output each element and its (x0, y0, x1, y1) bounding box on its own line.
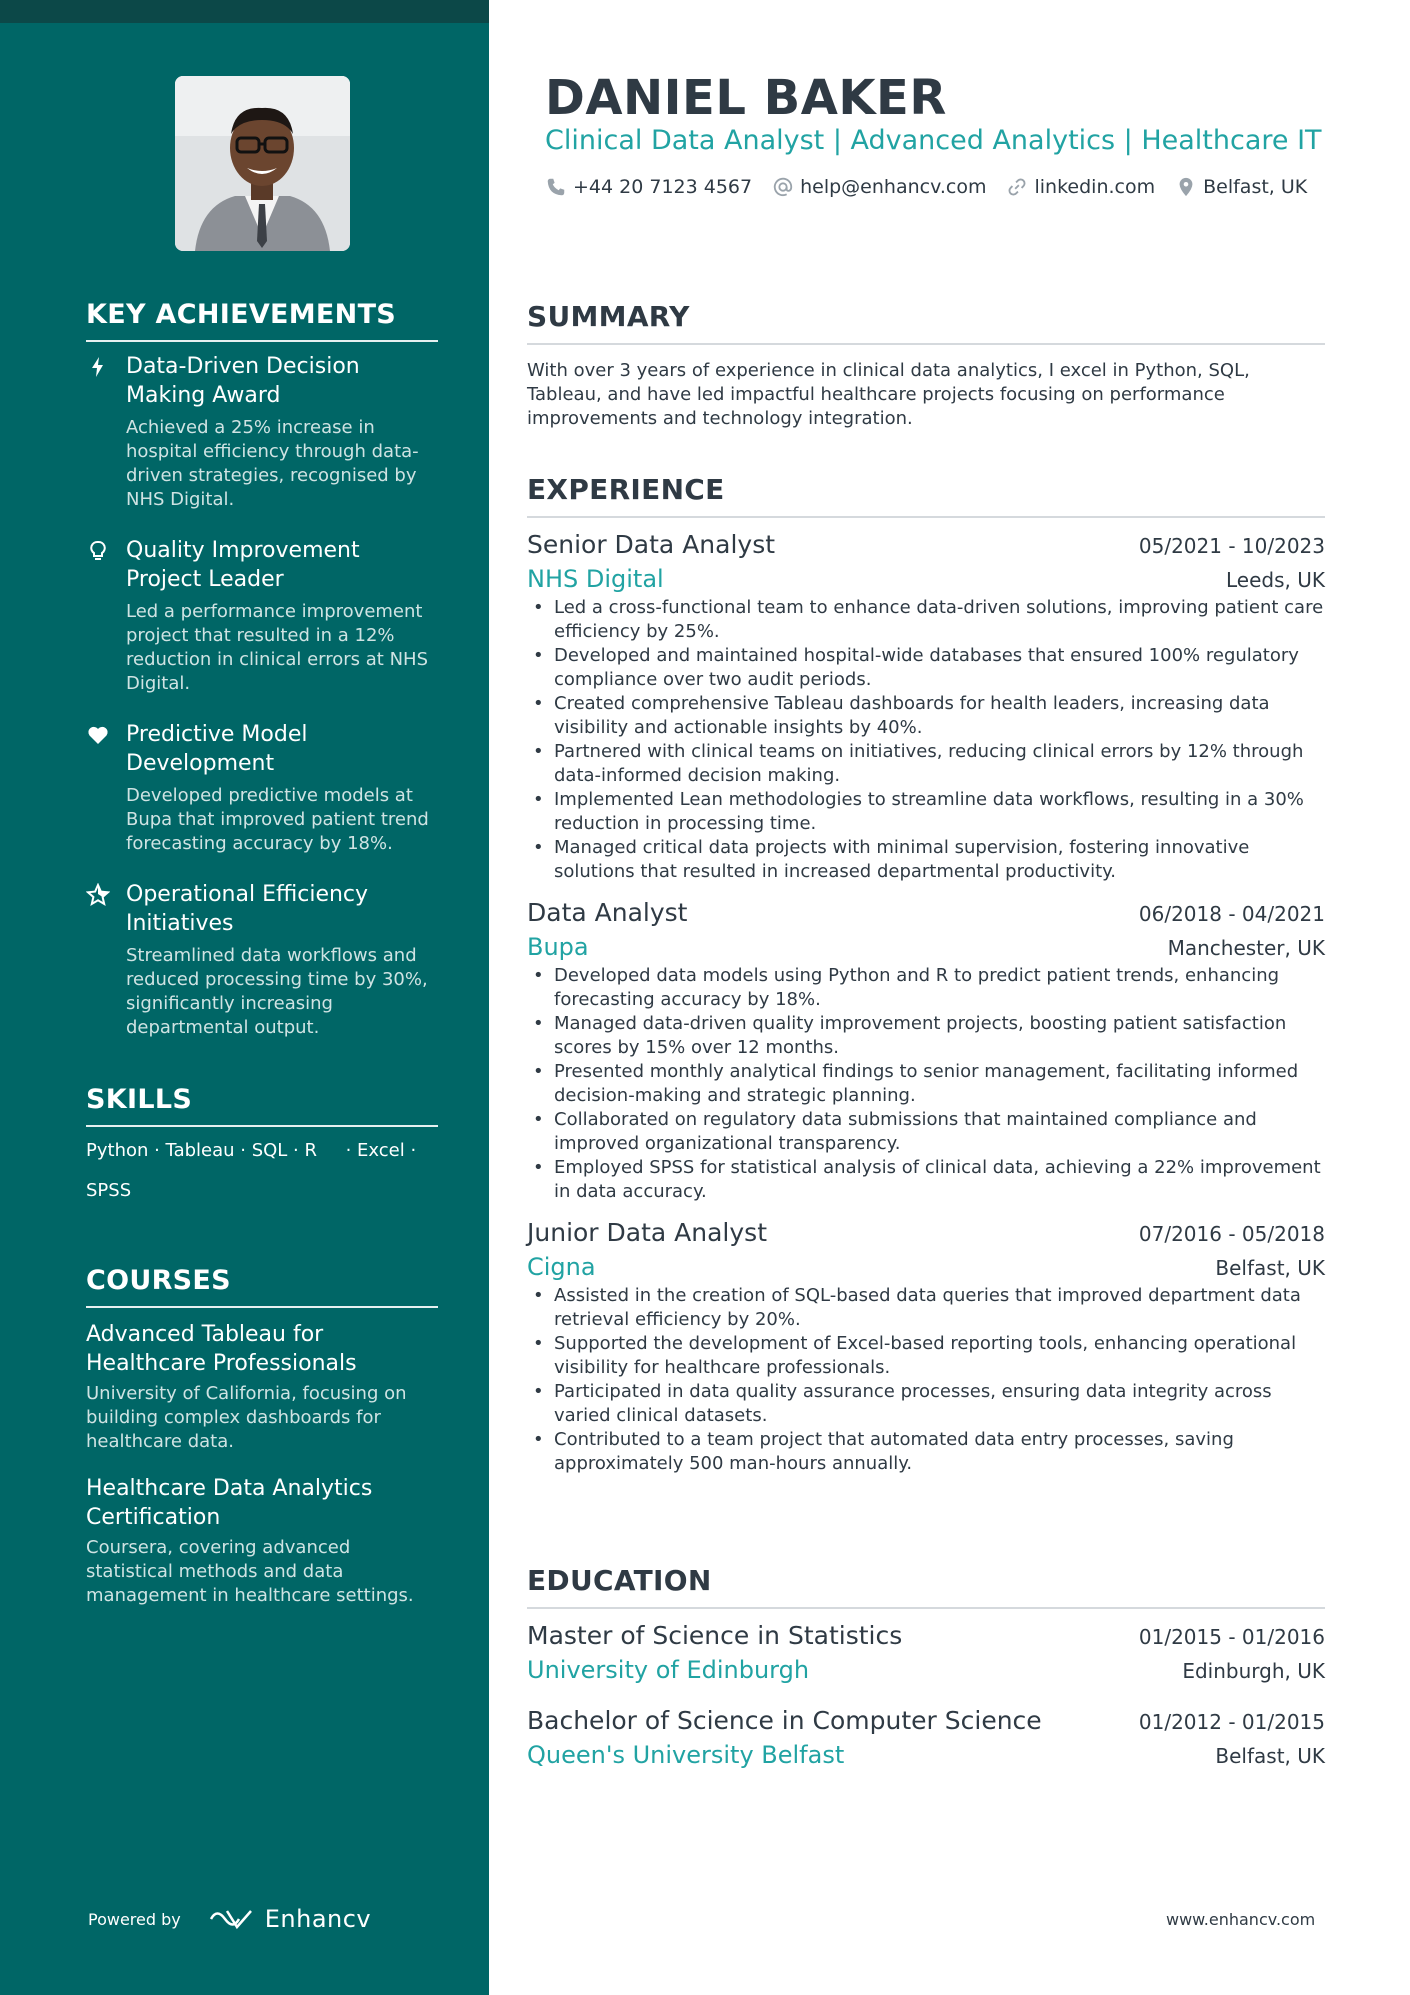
achievements-heading: KEY ACHIEVEMENTS (86, 299, 438, 342)
job-bullet: • Presented monthly analytical findings to senior management, facilitating informed decision-making and strategic planning. (527, 1060, 1325, 1108)
sidebar (0, 0, 489, 1995)
achievement-title: Predictive Model Development (126, 722, 308, 776)
education-dates: 01/2015 - 01/2016 (1138, 1625, 1325, 1649)
skills-heading: SKILLS (86, 1084, 438, 1127)
job-company: Cigna (527, 1253, 596, 1281)
contact-bar (545, 176, 1307, 198)
summary-section (527, 300, 1325, 431)
email-address: help@enhancv.com (800, 176, 987, 198)
skills-list: Python · Tableau · SQL · R · Excel · (86, 1140, 417, 1161)
achievement-desc: Achieved a 25% increase in hospital efficiency through data-driven strategies, recognised by NHS Digital. (126, 417, 419, 510)
job-company: Bupa (527, 933, 589, 961)
school-name: Queen's University Belfast (527, 1741, 845, 1769)
job-bullet: • Developed and maintained hospital-wide databases that ensured 100% regulatory compliance over two audit periods. (527, 644, 1325, 692)
job-bullet: • Led a cross-functional team to enhance data-driven solutions, improving patient care efficiency by 25%. (527, 596, 1325, 644)
course-desc: University of California, focusing on building complex dashboards for healthcare data. (86, 1383, 407, 1452)
job-title: Junior Data Analyst (527, 1218, 768, 1247)
job-location: Belfast, UK (1215, 1256, 1325, 1280)
job-company: NHS Digital (527, 565, 664, 593)
phone-icon (545, 176, 567, 198)
experience-heading: EXPERIENCE (527, 473, 1325, 518)
candidate-name: DANIEL BAKER (545, 70, 947, 126)
school-name: University of Edinburgh (527, 1656, 810, 1684)
education-section (527, 1564, 1325, 1769)
education-entry (527, 1706, 1325, 1769)
achievement-item (86, 352, 438, 512)
education-dates: 01/2012 - 01/2015 (1138, 1710, 1325, 1734)
job-dates: 06/2018 - 04/2021 (1138, 902, 1325, 926)
star-icon (86, 883, 110, 907)
achievement-desc: Developed predictive models at Bupa that improved patient trend forecasting accuracy by 18%. (126, 785, 429, 854)
job-entry (527, 530, 1325, 884)
sidebar-top-band (0, 0, 489, 23)
achievement-title: Data-Driven Decision Making Award (126, 354, 360, 408)
contact-location (1175, 176, 1307, 198)
education-heading: EDUCATION (527, 1564, 1325, 1609)
school-location: Belfast, UK (1215, 1744, 1325, 1768)
achievements-section (86, 299, 438, 1040)
job-bullet: • Partnered with clinical teams on initiatives, reducing clinical errors by 12% through data-informed decision making. (527, 740, 1325, 788)
powered-by-label: Powered by (88, 1909, 181, 1929)
lightning-icon (86, 355, 110, 379)
job-bullets (527, 1284, 1325, 1476)
location-text: Belfast, UK (1203, 176, 1308, 198)
job-bullet: • Supported the development of Excel-based reporting tools, enhancing operational visibility for healthcare professionals. (527, 1332, 1325, 1380)
achievement-title: Quality Improvement Project Leader (126, 538, 360, 592)
school-location: Edinburgh, UK (1182, 1659, 1325, 1683)
job-entry (527, 1218, 1325, 1476)
course-title: Advanced Tableau for Healthcare Professionals (86, 1322, 357, 1376)
achievement-item (86, 536, 438, 696)
achievement-desc: Streamlined data workflows and reduced processing time by 30%, significantly increasing departmental output. (126, 945, 428, 1038)
contact-linkedin[interactable] (1006, 176, 1155, 198)
job-bullet: • Employed SPSS for statistical analysis of clinical data, achieving a 22% improvement in data accuracy. (527, 1156, 1325, 1204)
degree-title: Bachelor of Science in Computer Science (527, 1706, 1042, 1735)
job-title: Data Analyst (527, 898, 688, 927)
education-entry (527, 1621, 1325, 1684)
job-bullet: • Managed critical data projects with minimal supervision, fostering innovative solutions that resulted in increased departmental productivity. (527, 836, 1325, 884)
link-icon (1006, 176, 1028, 198)
job-bullet: • Assisted in the creation of SQL-based data queries that improved department data retrieval efficiency by 20%. (527, 1284, 1325, 1332)
enhancv-logo-icon (207, 1906, 255, 1932)
footer-url[interactable]: www.enhancv.com (1166, 1910, 1316, 1929)
skills-list: SPSS (86, 1180, 132, 1201)
course-desc: Coursera, covering advanced statistical methods and data management in healthcare settings. (86, 1537, 414, 1606)
course-item (86, 1320, 438, 1454)
job-title: Senior Data Analyst (527, 530, 776, 559)
contact-email[interactable] (772, 176, 986, 198)
job-bullet: • Participated in data quality assurance processes, ensuring data integrity across varied clinical datasets. (527, 1380, 1325, 1428)
job-location: Manchester, UK (1167, 936, 1325, 960)
phone-number: +44 20 7123 4567 (573, 176, 753, 198)
headline: Clinical Data Analyst | Advanced Analytics | Healthcare IT (545, 125, 1322, 156)
job-bullet: • Contributed to a team project that automated data entry processes, saving approximately 500 man-hours annually. (527, 1428, 1325, 1476)
experience-section (527, 473, 1325, 1476)
summary-text: With over 3 years of experience in clinical data analytics, I excel in Python, SQL, Tableau, and have led impactful healthcare projects focusing on performance improvements and technology integration. (527, 360, 1250, 429)
lightbulb-icon (86, 539, 110, 563)
degree-title: Master of Science in Statistics (527, 1621, 903, 1650)
courses-section (86, 1265, 438, 1608)
job-bullet: • Managed data-driven quality improvement projects, boosting patient satisfaction scores by 15% over 12 months. (527, 1012, 1325, 1060)
course-title: Healthcare Data Analytics Certification (86, 1476, 373, 1530)
contact-phone[interactable] (545, 176, 752, 198)
job-dates: 07/2016 - 05/2018 (1138, 1222, 1325, 1246)
heart-icon (86, 723, 110, 747)
location-pin-icon (1175, 176, 1197, 198)
job-bullet: • Created comprehensive Tableau dashboards for health leaders, increasing data visibility and actionable insights by 40%. (527, 692, 1325, 740)
brand-logo[interactable] (207, 1905, 371, 1933)
job-bullet: • Collaborated on regulatory data submissions that maintained compliance and improved organizational transparency. (527, 1108, 1325, 1156)
brand-name: Enhancv (264, 1905, 372, 1933)
achievement-item (86, 720, 438, 856)
linkedin-link: linkedin.com (1034, 176, 1156, 198)
achievement-desc: Led a performance improvement project that resulted in a 12% reduction in clinical errors at NHS Digital. (126, 601, 429, 694)
job-bullets (527, 596, 1325, 884)
job-bullets (527, 964, 1325, 1204)
job-bullet: • Implemented Lean methodologies to streamline data workflows, resulting in a 30% reduction in processing time. (527, 788, 1325, 836)
powered-by (88, 1905, 371, 1933)
course-item (86, 1474, 438, 1608)
achievement-item (86, 880, 438, 1040)
job-bullet: • Developed data models using Python and R to predict patient trends, enhancing forecasting accuracy by 18%. (527, 964, 1325, 1012)
job-location: Leeds, UK (1226, 568, 1325, 592)
job-dates: 05/2021 - 10/2023 (1138, 534, 1325, 558)
courses-heading: COURSES (86, 1265, 438, 1308)
job-entry (527, 898, 1325, 1204)
profile-photo (175, 76, 350, 251)
at-icon (772, 176, 794, 198)
skills-section (86, 1084, 438, 1211)
summary-heading: SUMMARY (527, 300, 1325, 345)
achievement-title: Operational Efficiency Initiatives (126, 882, 369, 936)
